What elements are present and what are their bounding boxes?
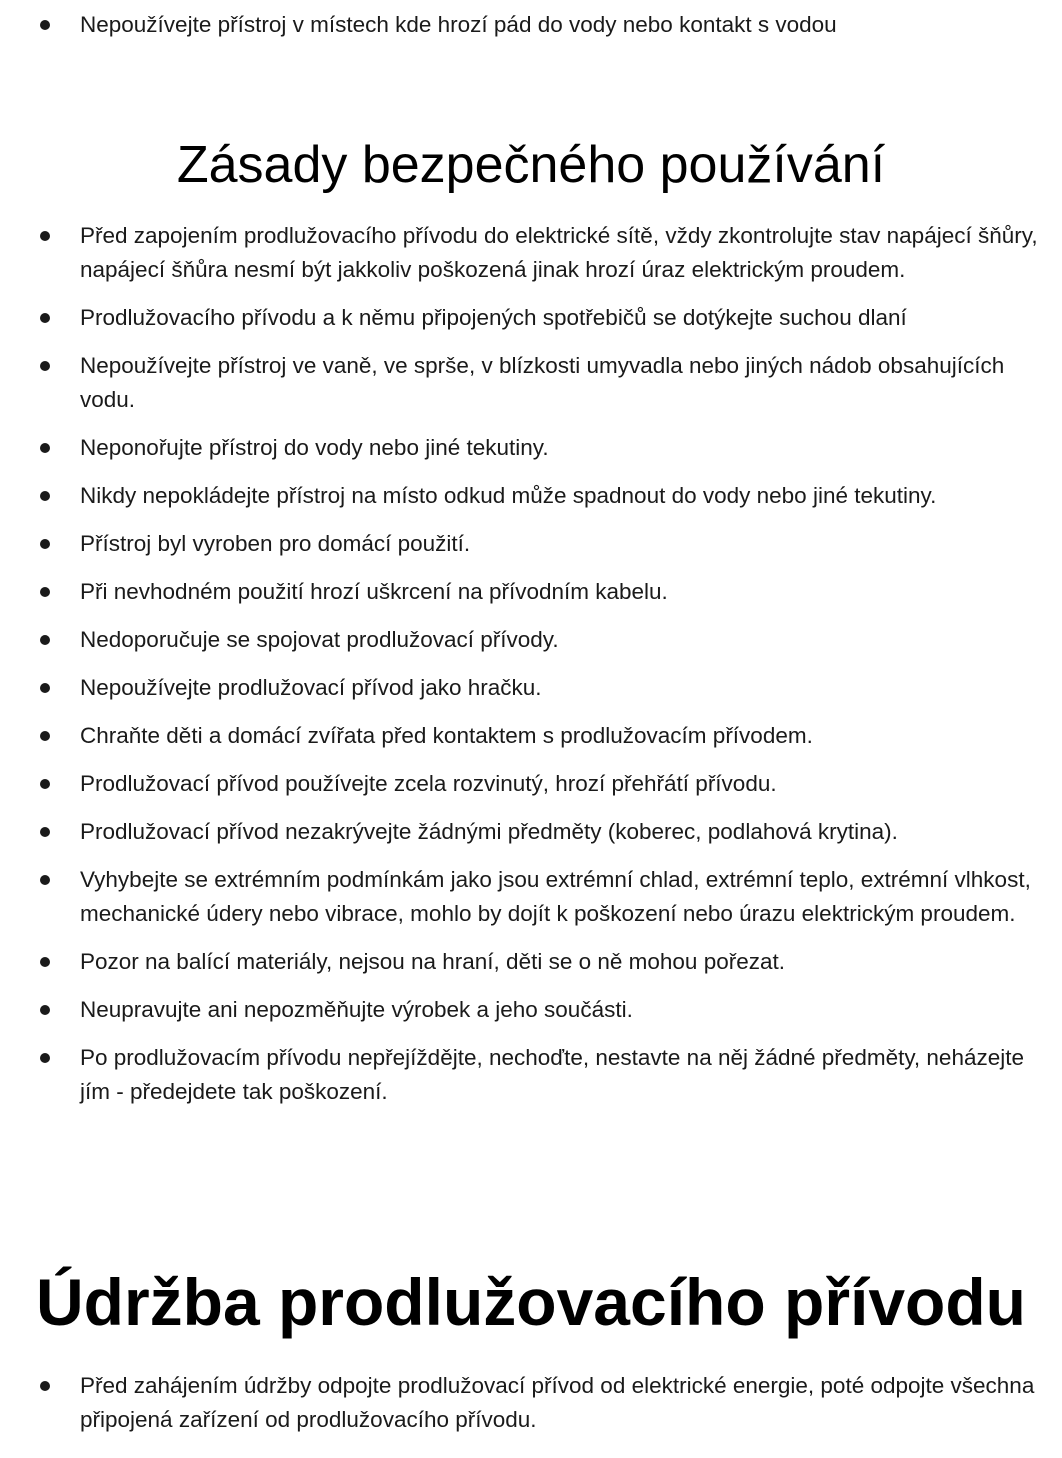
list-item-text: Prodlužovací přívod nezakrývejte žádnými předměty (koberec, podlahová krytina). <box>80 819 898 844</box>
list-item <box>0 863 1062 931</box>
bullet-icon <box>40 20 50 30</box>
bullet-icon <box>40 731 50 741</box>
list-item-text: Neupravujte ani nepozměňujte výrobek a jeho součásti. <box>80 997 633 1022</box>
list-item-text: Nedoporučuje se spojovat prodlužovací přívody. <box>80 627 559 652</box>
bullet-icon <box>40 957 50 967</box>
list-item-text: Pozor na balící materiály, nejsou na hraní, děti se o ně mohou pořezat. <box>80 949 785 974</box>
bullet-icon <box>40 539 50 549</box>
list-item-text: Nepoužívejte prodlužovací přívod jako hračku. <box>80 675 542 700</box>
list-item <box>0 815 1062 849</box>
list-item-text: Chraňte děti a domácí zvířata před kontaktem s prodlužovacím přívodem. <box>80 723 813 748</box>
list-item <box>0 767 1062 801</box>
list-item-text: Přístroj byl vyroben pro domácí použití. <box>80 531 471 556</box>
list-item-text: Nepoužívejte přístroj ve vaně, ve sprše, v blízkosti umyvadla nebo jiných nádob obsahujících vodu. <box>80 353 1005 412</box>
bullet-icon <box>40 313 50 323</box>
bullet-icon <box>40 587 50 597</box>
bullet-icon <box>40 683 50 693</box>
list-item <box>0 8 1062 42</box>
list-item-text: Nepoužívejte přístroj v místech kde hrozí pád do vody nebo kontakt s vodou <box>80 12 837 37</box>
section-heading-maintenance: Údržba prodlužovacího přívodu <box>35 1265 1027 1339</box>
list-item-text: Neponořujte přístroj do vody nebo jiné tekutiny. <box>80 435 549 460</box>
list-item <box>0 431 1062 465</box>
list-item-text: Nikdy nepokládejte přístroj na místo odkud může spadnout do vody nebo jiné tekutiny. <box>80 483 937 508</box>
list-item <box>0 671 1062 705</box>
bullet-icon <box>40 1053 50 1063</box>
warning-list <box>0 8 1062 56</box>
list-item <box>0 719 1062 753</box>
list-item <box>0 301 1062 335</box>
bullet-icon <box>40 1381 50 1391</box>
list-item <box>0 527 1062 561</box>
list-item <box>0 349 1062 417</box>
list-item-text: Po prodlužovacím přívodu nepřejíždějte, nechoďte, nestavte na něj žádné předměty, neházejte jím - předejdete tak poškození. <box>80 1045 1025 1104</box>
bullet-icon <box>40 635 50 645</box>
bullet-icon <box>40 443 50 453</box>
list-item <box>0 479 1062 513</box>
bullet-icon <box>40 827 50 837</box>
bullet-icon <box>40 361 50 371</box>
list-item <box>0 219 1062 287</box>
bullet-icon <box>40 1005 50 1015</box>
list-item-text: Při nevhodném použití hrozí uškrcení na přívodním kabelu. <box>80 579 668 604</box>
bullet-icon <box>40 779 50 789</box>
bullet-icon <box>40 875 50 885</box>
safety-rules-list <box>0 219 1062 1123</box>
list-item <box>0 945 1062 979</box>
list-item-text: Před zahájením údržby odpojte prodlužovací přívod od elektrické energie, poté odpojte všechna připojená zařízení od prodlužovacího přívodu. <box>80 1373 1035 1432</box>
list-item <box>0 1041 1062 1109</box>
list-item <box>0 623 1062 657</box>
bullet-icon <box>40 231 50 241</box>
list-item <box>0 1369 1062 1437</box>
list-item-text: Prodlužovací přívod používejte zcela rozvinutý, hrozí přehřátí přívodu. <box>80 771 777 796</box>
section-heading-safety: Zásady bezpečného používání <box>176 136 886 194</box>
list-item-text: Prodlužovacího přívodu a k němu připojených spotřebičů se dotýkejte suchou dlaní <box>80 305 907 330</box>
list-item-text: Vyhybejte se extrémním podmínkám jako jsou extrémní chlad, extrémní teplo, extrémní vlhkost, mechanické údery nebo vibrace, mohlo by dojít k poškození nebo úrazu elektrickým proudem. <box>80 867 1031 926</box>
list-item <box>0 575 1062 609</box>
list-item-text: Před zapojením prodlužovacího přívodu do elektrické sítě, vždy zkontrolujte stav napájecí šňůry, napájecí šňůra nesmí být jakkoliv poškozená jinak hrozí úraz elektrickým proudem. <box>80 223 1038 282</box>
maintenance-list <box>0 1369 1062 1451</box>
list-item <box>0 993 1062 1027</box>
bullet-icon <box>40 491 50 501</box>
